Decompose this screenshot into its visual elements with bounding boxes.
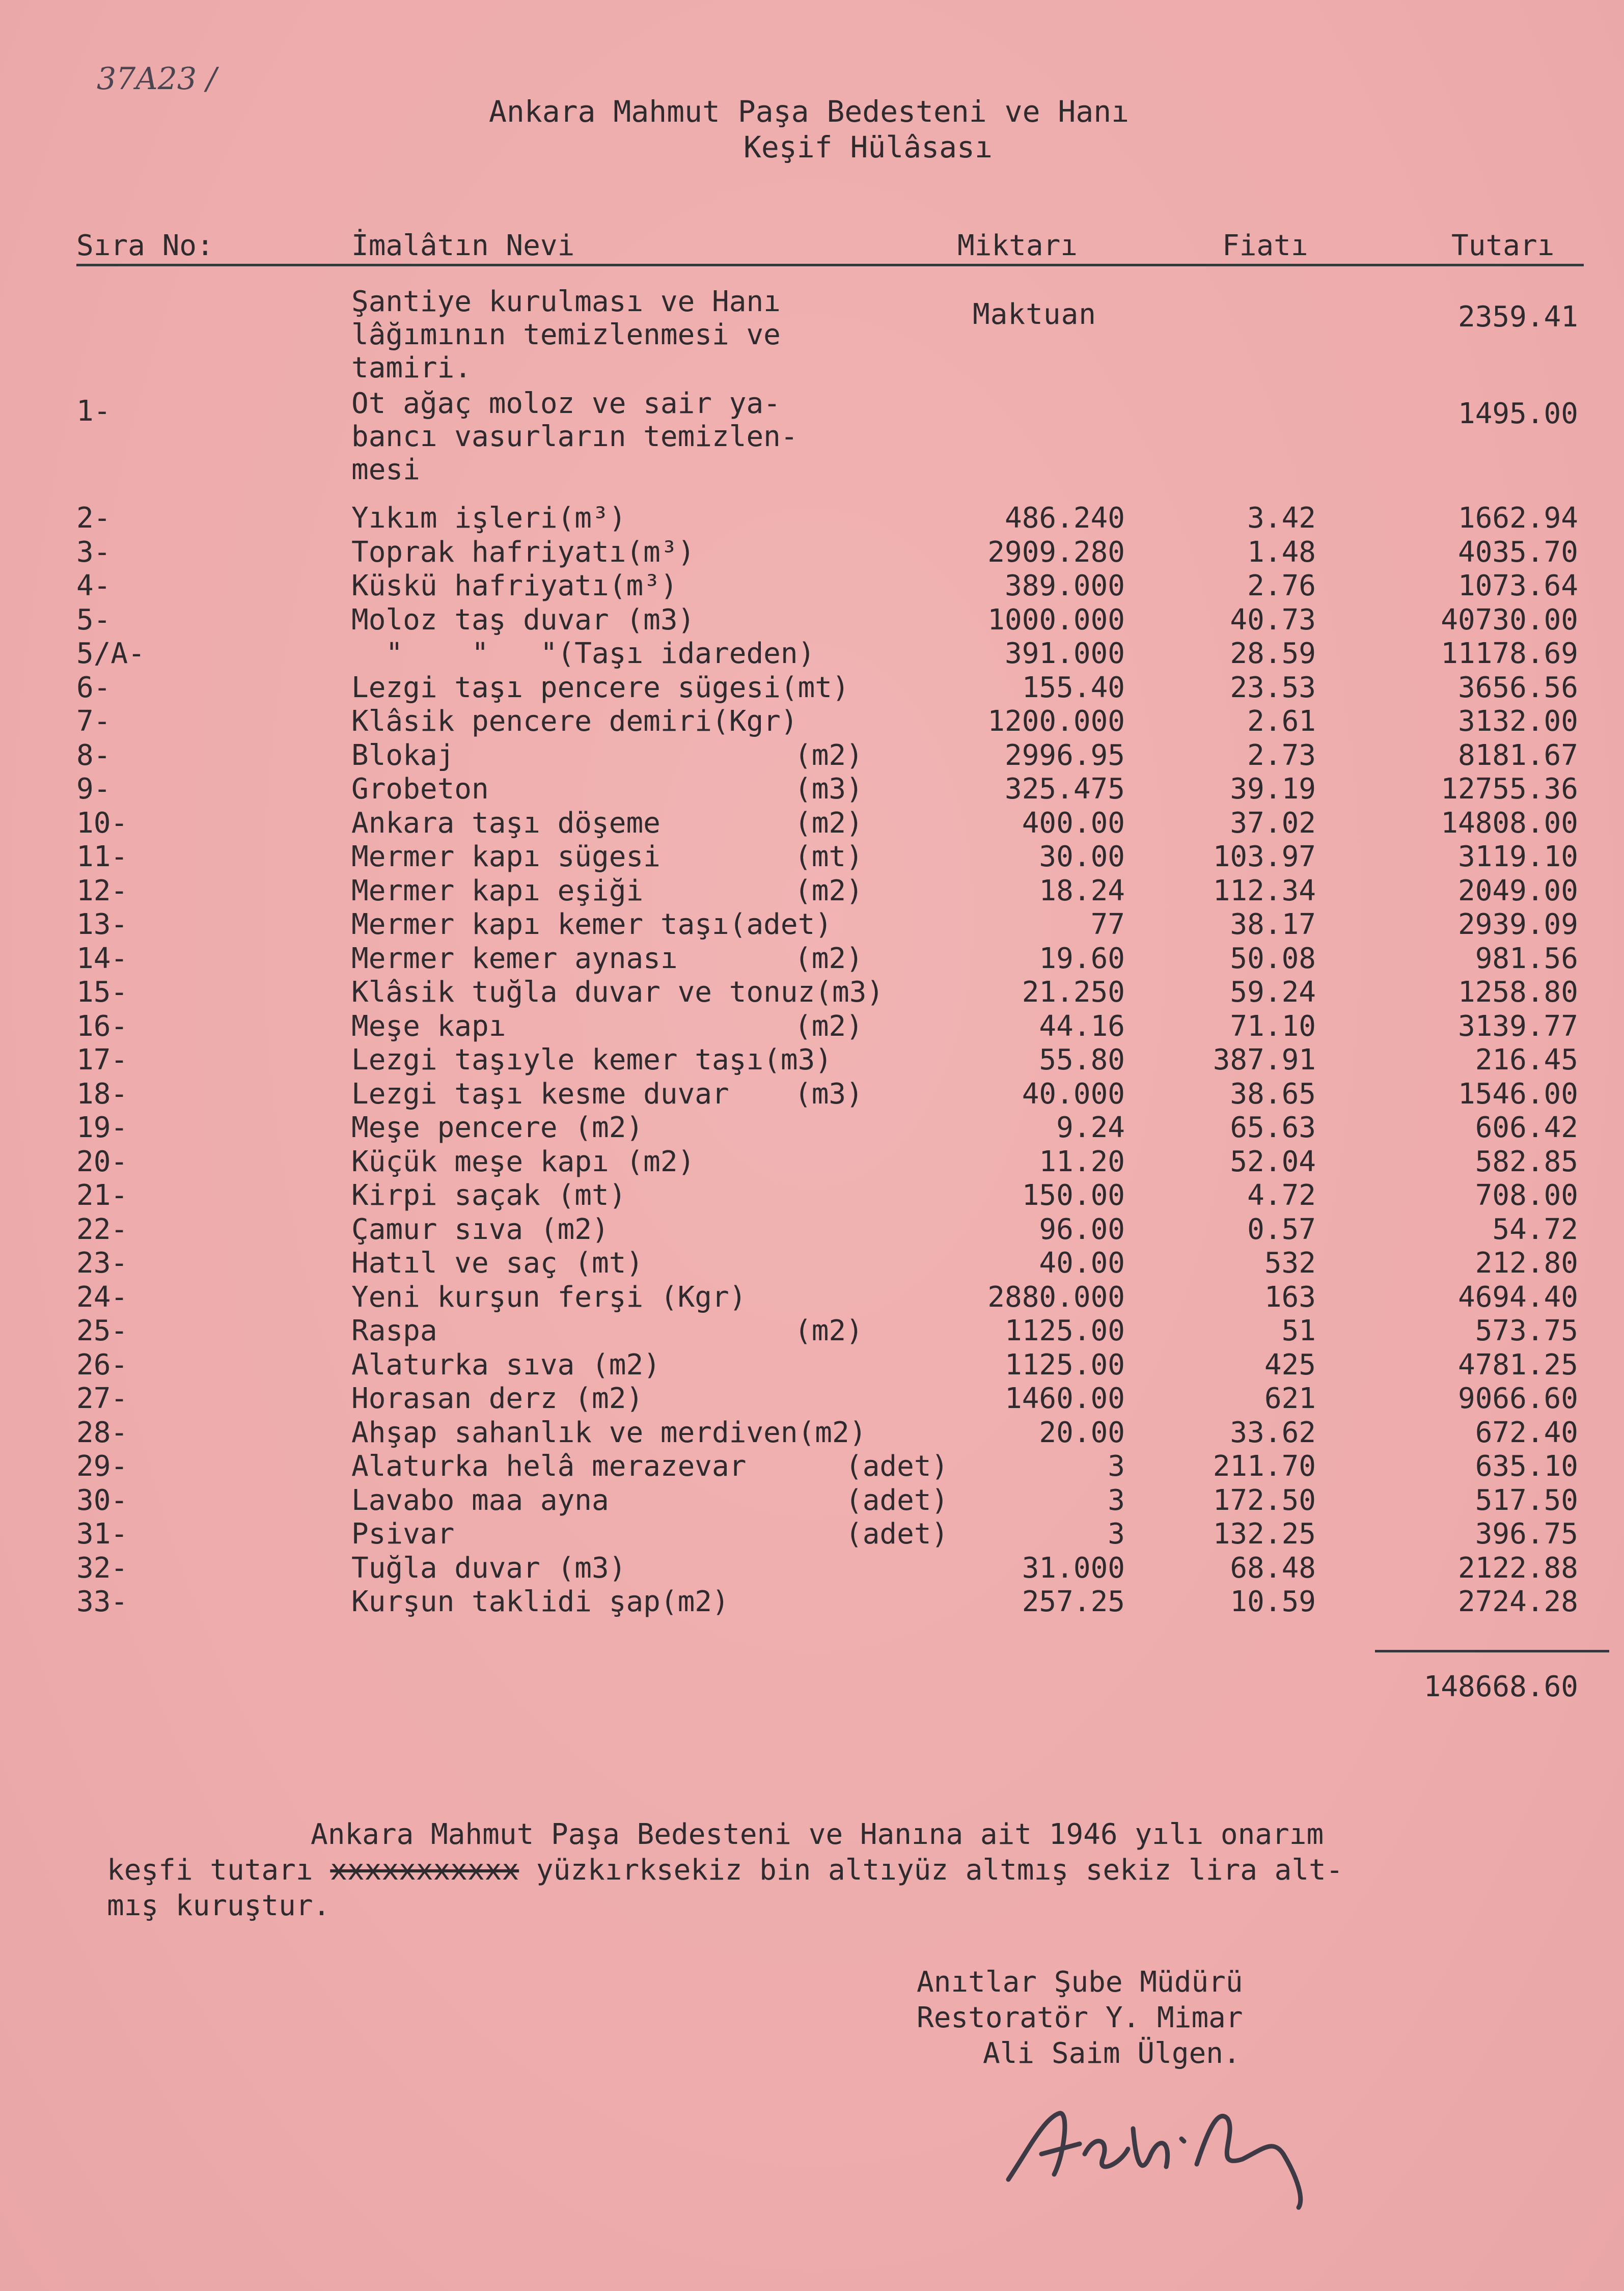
item-price: 39.19 — [1230, 772, 1316, 806]
row-number: 24- — [76, 1281, 128, 1314]
item-total: 11178.69 — [1441, 637, 1578, 670]
item-description: Mermer kapı sügesi — [351, 840, 660, 873]
item-description: Meşe kapı — [351, 1010, 506, 1043]
item-quantity: 1000.000 — [987, 603, 1125, 637]
item-total: 672.40 — [1475, 1416, 1578, 1449]
row-number: 5/A- — [76, 637, 145, 670]
item-description: Lavabo maa ayna — [351, 1484, 609, 1517]
item-total: 1662.94 — [1457, 502, 1578, 535]
row-number: 13- — [76, 908, 128, 941]
column-header-total: Tutarı — [1451, 229, 1555, 262]
item-total: 517.50 — [1475, 1484, 1578, 1517]
item-description: Mermer kemer aynası — [351, 942, 678, 975]
item-description: Grobeton — [351, 772, 489, 806]
header-rule — [76, 264, 1584, 266]
item-quantity: 19.60 — [1039, 942, 1125, 975]
row-number: 18- — [76, 1078, 128, 1111]
item-total: 40730.00 — [1441, 603, 1578, 637]
item-total: 2359.41 — [1457, 300, 1578, 334]
item-quantity: 3 — [1108, 1450, 1125, 1483]
row-number: 6- — [76, 671, 111, 704]
item-price: 621 — [1264, 1382, 1316, 1415]
item-unit: (m3) — [794, 772, 863, 806]
item-quantity: 391.000 — [1004, 637, 1125, 670]
item-description: Mermer kapı eşiği — [351, 874, 644, 907]
row-number: 25- — [76, 1314, 128, 1347]
row-number: 2- — [76, 502, 111, 535]
item-description: Blokaj — [351, 739, 455, 772]
summary-line-1: Ankara Mahmut Paşa Bedesteni ve Hanına ait 1946 yılı onarım — [311, 1818, 1324, 1851]
item-quantity: 40.000 — [1022, 1078, 1125, 1111]
signature-title: Anıtlar Şube Müdürü — [917, 1966, 1243, 1999]
item-unit: (mt) — [794, 840, 863, 873]
item-unit: (m2) — [794, 1314, 863, 1347]
item-description: Ahşap sahanlık ve merdiven(m2) — [351, 1416, 867, 1449]
item-unit: (m2) — [794, 874, 863, 907]
item-price: 112.34 — [1213, 874, 1316, 907]
signature-name: Ali Saim Ülgen. — [983, 2037, 1241, 2070]
item-total: 4781.25 — [1457, 1348, 1578, 1382]
item-price: 2.73 — [1247, 739, 1316, 772]
row-number: 16- — [76, 1010, 128, 1043]
item-price: 172.50 — [1213, 1484, 1316, 1517]
row-number: 11- — [76, 840, 128, 873]
column-header-no: Sıra No: — [76, 229, 214, 262]
item-total: 3119.10 — [1457, 840, 1578, 873]
item-quantity: 1460.00 — [1004, 1382, 1125, 1415]
item-total: 981.56 — [1475, 942, 1578, 975]
row-number: 4- — [76, 569, 111, 602]
document-subtitle: Keşif Hülâsası — [744, 130, 993, 164]
item-unit: (m2) — [794, 942, 863, 975]
item-description: Lezgi taşı kesme duvar — [351, 1078, 729, 1111]
document-title: Ankara Mahmut Paşa Bedesteni ve Hanı — [489, 94, 1130, 129]
item-price: 68.48 — [1230, 1552, 1316, 1585]
item-description: Psivar — [351, 1517, 455, 1551]
signature-role: Restoratör Y. Mimar — [917, 2001, 1243, 2034]
item-quantity: 1125.00 — [1004, 1314, 1125, 1347]
row-number: 5- — [76, 603, 111, 637]
handwritten-signature — [998, 2078, 1365, 2210]
item-total: 212.80 — [1475, 1247, 1578, 1280]
item-quantity: 2909.280 — [987, 536, 1125, 569]
row-number: 31- — [76, 1517, 128, 1551]
item-description: Raspa — [351, 1314, 437, 1347]
item-quantity: 55.80 — [1039, 1043, 1125, 1077]
row-number: 21- — [76, 1179, 128, 1212]
row-number: 15- — [76, 976, 128, 1009]
item-description: Ot ağaç moloz ve sair ya- — [351, 387, 781, 420]
item-total: 3656.56 — [1457, 671, 1578, 704]
item-quantity: 9.24 — [1056, 1111, 1125, 1144]
row-number: 10- — [76, 807, 128, 840]
item-description: Yıkım işleri(m³) — [351, 502, 626, 535]
item-total: 4694.40 — [1457, 1281, 1578, 1314]
item-quantity: 3 — [1108, 1517, 1125, 1551]
item-total: 12755.36 — [1441, 772, 1578, 806]
item-quantity: 40.00 — [1039, 1247, 1125, 1280]
item-description: Mermer kapı kemer taşı(adet) — [351, 908, 833, 941]
row-number: 23- — [76, 1247, 128, 1280]
item-description: Ankara taşı döşeme — [351, 807, 660, 840]
item-description: Toprak hafriyatı(m³) — [351, 536, 695, 569]
item-price: 132.25 — [1213, 1517, 1316, 1551]
item-description: Lezgi taşıyle kemer taşı(m3) — [351, 1043, 833, 1077]
item-total: 3132.00 — [1457, 705, 1578, 738]
item-description: Kurşun taklidi şap(m2) — [351, 1585, 729, 1618]
item-total: 216.45 — [1475, 1043, 1578, 1077]
item-description: Şantiye kurulması ve Hanı — [351, 285, 781, 318]
item-price: 2.61 — [1247, 705, 1316, 738]
row-number: 30- — [76, 1484, 128, 1517]
item-description: " " "(Taşı idareden) — [351, 637, 815, 670]
item-unit: (m2) — [794, 1010, 863, 1043]
item-total: 2122.88 — [1457, 1552, 1578, 1585]
row-number: 20- — [76, 1145, 128, 1178]
column-header-item: İmalâtın Nevi — [351, 229, 575, 262]
column-header-qty: Miktarı — [957, 229, 1078, 262]
item-quantity: 20.00 — [1039, 1416, 1125, 1449]
item-price: 38.65 — [1230, 1078, 1316, 1111]
row-number: 14- — [76, 942, 128, 975]
item-price: 163 — [1264, 1281, 1316, 1314]
item-quantity: 325.475 — [1004, 772, 1125, 806]
item-total: 2724.28 — [1457, 1585, 1578, 1618]
item-unit: (m2) — [794, 739, 863, 772]
item-description: Küskü hafriyatı(m³) — [351, 569, 678, 602]
item-quantity: 1125.00 — [1004, 1348, 1125, 1382]
summary-line-2 — [107, 1854, 1343, 1887]
item-description: Hatıl ve saç (mt) — [351, 1247, 644, 1280]
item-total: 582.85 — [1475, 1145, 1578, 1178]
item-description: Küçük meşe kapı (m2) — [351, 1145, 695, 1178]
column-header-price: Fiatı — [1222, 229, 1308, 262]
item-description: Klâsik tuğla duvar ve tonuz(m3) — [351, 976, 884, 1009]
summary-line-3: mış kuruştur. — [107, 1889, 331, 1922]
item-quantity: 2996.95 — [1004, 739, 1125, 772]
item-description: Meşe pencere (m2) — [351, 1111, 644, 1144]
item-price: 0.57 — [1247, 1213, 1316, 1246]
item-total: 606.42 — [1475, 1111, 1578, 1144]
item-total: 9066.60 — [1457, 1382, 1578, 1415]
item-total: 1073.64 — [1457, 569, 1578, 602]
item-quantity: 1200.000 — [987, 705, 1125, 738]
row-number: 7- — [76, 705, 111, 738]
row-number: 26- — [76, 1348, 128, 1382]
item-quantity: 30.00 — [1039, 840, 1125, 873]
row-number: 17- — [76, 1043, 128, 1077]
item-unit: (m3) — [794, 1078, 863, 1111]
row-number: 33- — [76, 1585, 128, 1618]
item-unit: (adet) — [845, 1517, 949, 1551]
item-quantity: 150.00 — [1022, 1179, 1125, 1212]
item-price: 2.76 — [1247, 569, 1316, 602]
item-total: 3139.77 — [1457, 1010, 1578, 1043]
item-total: 2049.00 — [1457, 874, 1578, 907]
item-quantity: 44.16 — [1039, 1010, 1125, 1043]
row-number: 28- — [76, 1416, 128, 1449]
item-price: 71.10 — [1230, 1010, 1316, 1043]
item-quantity: 77 — [1090, 908, 1125, 941]
archive-mark: 37A23 / — [97, 61, 217, 97]
item-price: 387.91 — [1213, 1043, 1316, 1077]
item-total: 635.10 — [1475, 1450, 1578, 1483]
item-description: Alaturka helâ merazevar — [351, 1450, 747, 1483]
row-number: 12- — [76, 874, 128, 907]
item-price: 50.08 — [1230, 942, 1316, 975]
item-unit: (adet) — [845, 1450, 949, 1483]
item-description: Alaturka sıva (m2) — [351, 1348, 660, 1382]
item-price: 38.17 — [1230, 908, 1316, 941]
row-number: 8- — [76, 739, 111, 772]
item-total: 573.75 — [1475, 1314, 1578, 1347]
item-price: 23.53 — [1230, 671, 1316, 704]
item-description: Horasan derz (m2) — [351, 1382, 644, 1415]
item-quantity: 2880.000 — [987, 1281, 1125, 1314]
item-price: 33.62 — [1230, 1416, 1316, 1449]
item-quantity: 18.24 — [1039, 874, 1125, 907]
item-price: 4.72 — [1247, 1179, 1316, 1212]
item-price: 3.42 — [1247, 502, 1316, 535]
item-total: 1258.80 — [1457, 976, 1578, 1009]
item-price: 51 — [1281, 1314, 1316, 1347]
item-description: Yeni kurşun ferşi (Kgr) — [351, 1281, 747, 1314]
summary-text: yüzkırksekiz bin altıyüz altmış sekiz lira alt- — [519, 1854, 1343, 1887]
item-price: 425 — [1264, 1348, 1316, 1382]
item-total: 396.75 — [1475, 1517, 1578, 1551]
item-quantity: 11.20 — [1039, 1145, 1125, 1178]
row-number: 3- — [76, 536, 111, 569]
item-description: Moloz taş duvar (m3) — [351, 603, 695, 637]
item-description: Lezgi taşı pencere sügesi(mt) — [351, 671, 849, 704]
item-description: Tuğla duvar (m3) — [351, 1552, 626, 1585]
item-price: 52.04 — [1230, 1145, 1316, 1178]
item-quantity: 3 — [1108, 1484, 1125, 1517]
item-unit: (m2) — [794, 807, 863, 840]
row-number: 19- — [76, 1111, 128, 1144]
item-total: 1546.00 — [1457, 1078, 1578, 1111]
item-unit: (adet) — [845, 1484, 949, 1517]
item-quantity: Maktuan — [973, 298, 1097, 331]
grand-total: 148668.60 — [1423, 1670, 1578, 1703]
item-description: Klâsik pencere demiri(Kgr) — [351, 705, 798, 738]
item-description: tamiri. — [351, 351, 472, 384]
total-rule — [1375, 1650, 1609, 1652]
struck-text: xxxxxxxxxxx — [330, 1854, 519, 1887]
item-total: 1495.00 — [1457, 397, 1578, 430]
item-description: bancı vasurların temizlen- — [351, 420, 798, 453]
item-description: lâğımının temizlenmesi ve — [351, 318, 781, 351]
item-total: 2939.09 — [1457, 908, 1578, 941]
item-price: 28.59 — [1230, 637, 1316, 670]
item-quantity: 21.250 — [1022, 976, 1125, 1009]
row-number: 1- — [76, 395, 111, 428]
row-number: 29- — [76, 1450, 128, 1483]
item-price: 59.24 — [1230, 976, 1316, 1009]
row-number: 22- — [76, 1213, 128, 1246]
item-quantity: 155.40 — [1022, 671, 1125, 704]
item-total: 8181.67 — [1457, 739, 1578, 772]
item-price: 211.70 — [1213, 1450, 1316, 1483]
item-quantity: 257.25 — [1022, 1585, 1125, 1618]
item-quantity: 389.000 — [1004, 569, 1125, 602]
item-price: 40.73 — [1230, 603, 1316, 637]
summary-text: keşfi tutarı — [107, 1854, 331, 1887]
item-quantity: 400.00 — [1022, 807, 1125, 840]
row-number: 27- — [76, 1382, 128, 1415]
item-description: Kirpi saçak (mt) — [351, 1179, 626, 1212]
item-price: 103.97 — [1213, 840, 1316, 873]
item-total: 708.00 — [1475, 1179, 1578, 1212]
item-quantity: 96.00 — [1039, 1213, 1125, 1246]
item-price: 10.59 — [1230, 1585, 1316, 1618]
row-number: 32- — [76, 1552, 128, 1585]
row-number: 9- — [76, 772, 111, 806]
item-description: mesi — [351, 453, 420, 486]
item-price: 1.48 — [1247, 536, 1316, 569]
item-price: 37.02 — [1230, 807, 1316, 840]
item-quantity: 31.000 — [1022, 1552, 1125, 1585]
item-price: 532 — [1264, 1247, 1316, 1280]
item-description: Çamur sıva (m2) — [351, 1213, 609, 1246]
item-total: 4035.70 — [1457, 536, 1578, 569]
item-price: 65.63 — [1230, 1111, 1316, 1144]
item-quantity: 486.240 — [1004, 502, 1125, 535]
item-total: 14808.00 — [1441, 807, 1578, 840]
item-total: 54.72 — [1492, 1213, 1578, 1246]
